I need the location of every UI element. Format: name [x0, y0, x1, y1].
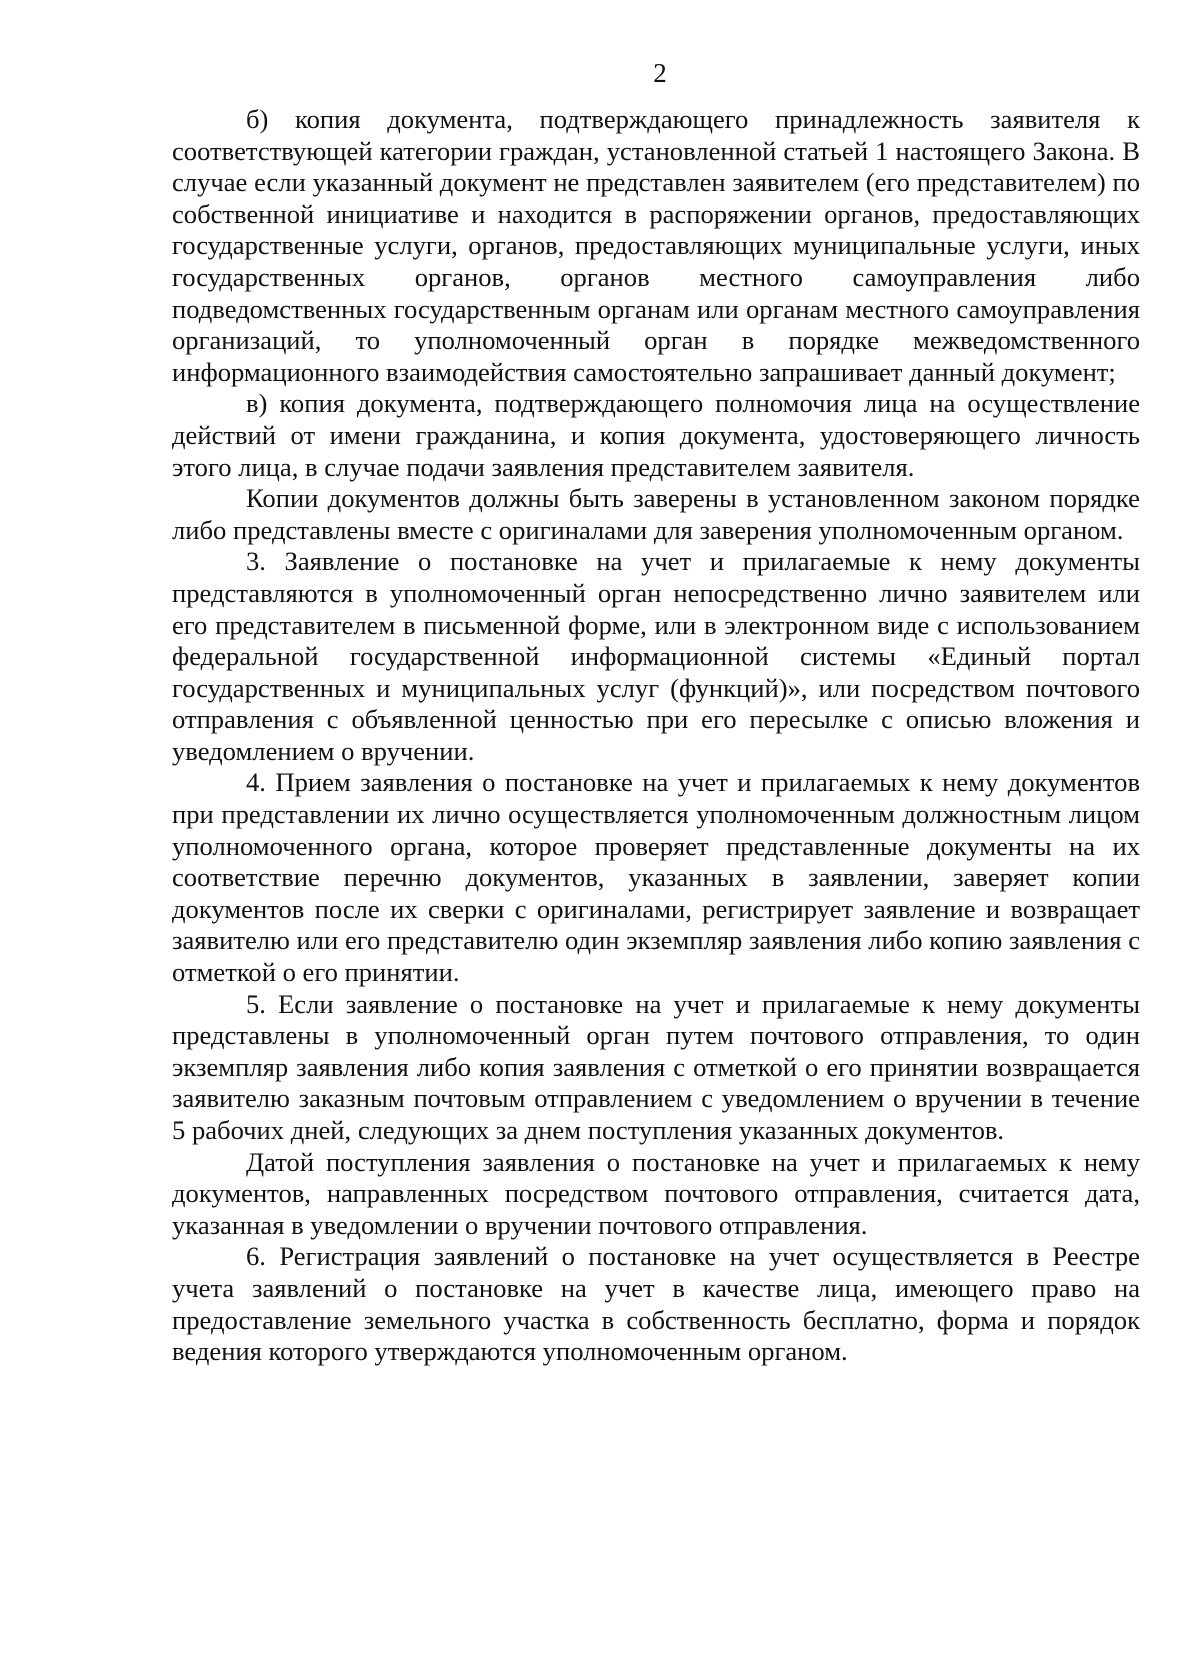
paragraph-postal-receipt-date: Датой поступления заявления о постановке на учет и прилагаемых к нему документов, направленных посредством почтового отправления, считается дата, указанная в уведомлении о вручении почтового отправления. [172, 1146, 1140, 1240]
document-body [172, 104, 1140, 1368]
paragraph-b-copy-of-category-document: б) копия документа, подтверждающего принадлежность заявителя к соответствующей категории граждан, установленной статьей 1 настоящего Закона. В случае если указанный документ не представлен заявителем (его представителем) по собственной инициативе и находится в распоряжении органов, предоставляющих государственные услуги, органов, предоставляющих муниципальные услуги, иных государственных органов, органов местного самоуправления либо подведомственных государственным органам или органам местного самоуправления организаций, то уполномоченный орган в порядке межведомственного информационного взаимодействия самостоятельно запрашивает данный документ; [172, 104, 1140, 387]
paragraph-6-registry: 6. Регистрация заявлений о постановке на учет осуществляется в Реестре учета заявлений о постановке на учет в качестве лица, имеющего право на предоставление земельного участка в собственность бесплатно, форма и порядок ведения которого утверждаются уполномоченным органом. [172, 1241, 1140, 1367]
paragraph-3-submission-methods: 3. Заявление о постановке на учет и прилагаемые к нему документы представляются в уполномоченный орган непосредственно лично заявителем или его представителем в письменной форме, или в электронном виде с использованием федеральной государственной информационной системы «Единый портал государственных и муниципальных услуг (функций)», или посредством почтового отправления с объявленной ценностью при его пересылке с описью вложения и уведомлением о вручении. [172, 546, 1140, 766]
paragraph-v-copy-of-authority-document: в) копия документа, подтверждающего полномочия лица на осуществление действий от имени гражданина, и копия документа, удостоверяющего личность этого лица, в случае подачи заявления представителем заявителя. [172, 388, 1140, 482]
paragraph-certification-of-copies: Копии документов должны быть заверены в установленном законом порядке либо представлены вместе с оригиналами для заверения уполномоченным органом. [172, 483, 1140, 545]
paragraph-4-in-person-reception: 4. Прием заявления о постановке на учет и прилагаемых к нему документов при представлении их лично осуществляется уполномоченным должностным лицом уполномоченного органа, которое проверяет представленные документы на их соответствие перечню документов, указанных в заявлении, заверяет копии документов после их сверки с оригиналами, регистрирует заявление и возвращает заявителю или его представителю один экземпляр заявления либо копию заявления с отметкой о его принятии. [172, 767, 1140, 988]
paragraph-5-postal-submission: 5. Если заявление о постановке на учет и прилагаемые к нему документы представлены в уполномоченный орган путем почтового отправления, то один экземпляр заявления либо копия заявления с отметкой о его принятии возвращается заявителю заказным почтовым отправлением с уведомлением о вручении в течение 5 рабочих дней, следующих за днем поступления указанных документов. [172, 988, 1140, 1145]
page-number: 2 [653, 58, 667, 88]
